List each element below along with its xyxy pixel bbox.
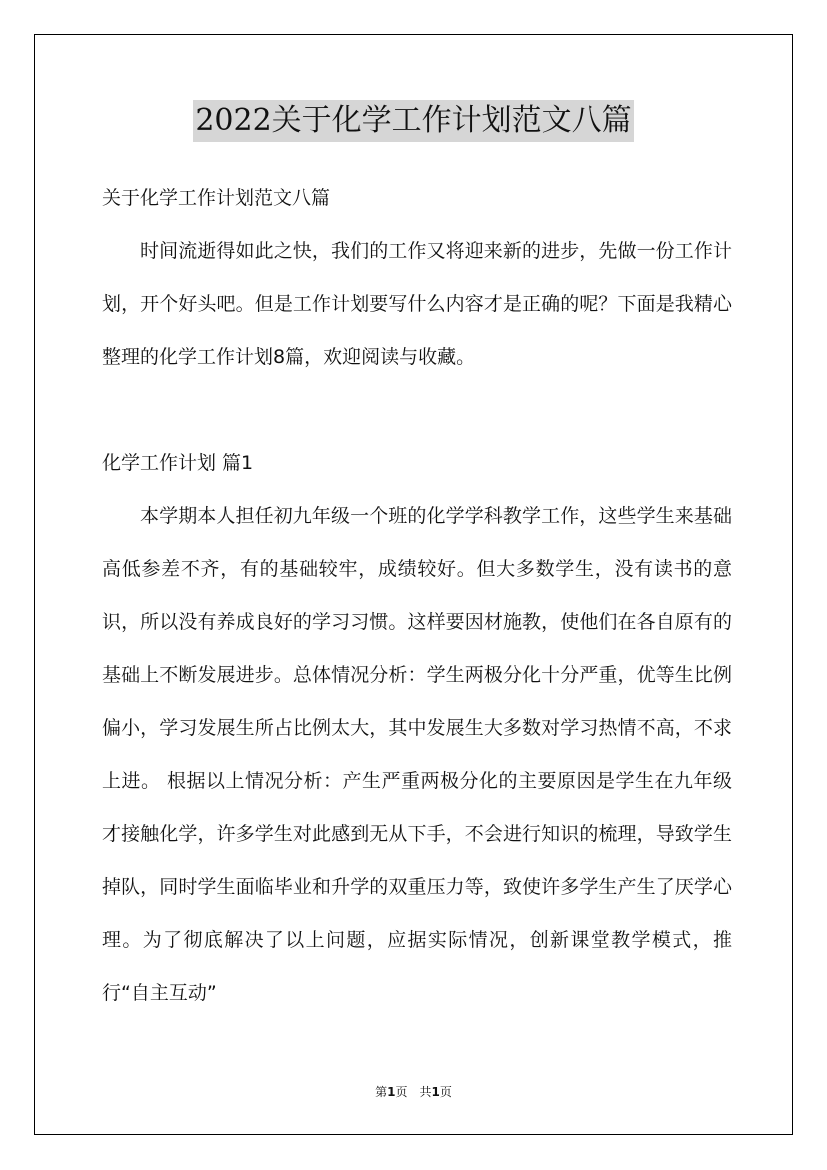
- footer-page-prefix: 第: [375, 1085, 388, 1099]
- paragraph-gap: [102, 384, 732, 437]
- document-title: 2022关于化学工作计划范文八篇: [193, 100, 633, 142]
- intro-paragraph: 时间流逝得如此之快，我们的工作又将迎来新的进步，先做一份工作计划，开个好头吧。但是工作计划要写什么内容才是正确的呢？下面是我精心整理的化学工作计划8篇，欢迎阅读与收藏。: [102, 240, 732, 368]
- document-body: [102, 172, 732, 1020]
- page-footer: [0, 1084, 827, 1100]
- section-heading: 化学工作计划 篇1: [102, 452, 254, 474]
- title-container: [0, 100, 827, 142]
- section-paragraph: 本学期本人担任初九年级一个班的化学学科教学工作，这些学生来基础高低参差不齐，有的基础较牢，成绩较好。但大多数学生，没有读书的意识，所以没有养成良好的学习习惯。这样要因材施教，使他们在各自原有的基础上不断发展进步。总体情况分析：学生两极分化十分严重，优等生比例偏小，学习发展生所占比例太大，其中发展生大多数对学习热情不高，不求上进。 根据以上情况分析：产生严重两极分化的主要原因是学生在九年级才接触化学，许多学生对此感到无从下手，不会进行知识的梳理，导致学生掉队，同时学生面临毕业和升学的双重压力等，致使许多学生产生了厌学心理。为了彻底解决了以上问题，应据实际情况，创新课堂教学模式，推行“自主互动”: [102, 505, 732, 1004]
- document-subtitle: 关于化学工作计划范文八篇: [102, 187, 331, 209]
- footer-page-total: 1: [431, 1085, 440, 1099]
- footer-page-suffix: 页: [439, 1085, 452, 1099]
- footer-page-current: 1: [387, 1085, 396, 1099]
- footer-page-mid: 页 共: [395, 1085, 432, 1099]
